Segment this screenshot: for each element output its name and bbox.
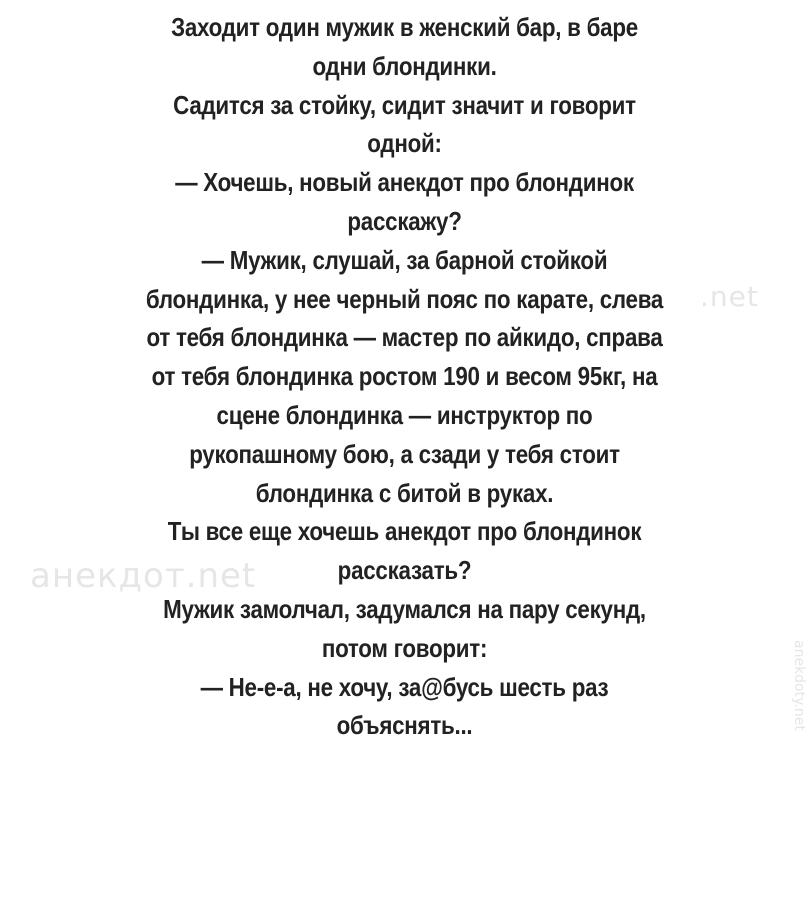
joke-line: Садится за стойку, сидит значит и говорит (173, 89, 636, 120)
joke-line: Мужик замолчал, задумался на пару секунд, (163, 593, 646, 624)
joke-line: рассказать? (337, 555, 472, 586)
watermark-side-url: anekdoty.net (791, 640, 807, 731)
joke-line: рукопашному бою, а сзади у тебя стоит (189, 438, 620, 469)
joke-line: сцене блондинка — инструктор по (216, 399, 593, 430)
watermark-site-logo: анекдот.net (30, 556, 257, 596)
joke-line: — Мужик, слушай, за барной стойкой (201, 244, 608, 275)
joke-line: одни блондинки. (312, 50, 497, 81)
joke-line: Заходит один мужик в женский бар, в баре (171, 12, 638, 42)
joke-line: объяснять... (336, 710, 473, 741)
joke-line: блондинка с битой в руках. (255, 477, 554, 508)
joke-line: блондинка, у нее черный пояс по карате, слева (145, 283, 664, 314)
joke-line: от тебя блондинка ростом 190 и весом 95кг, на (151, 361, 658, 392)
joke-line: от тебя блондинка — мастер по айкидо, справа (146, 322, 663, 353)
watermark-net: .net (700, 280, 759, 313)
joke-line: — Хочешь, новый анекдот про блондинок (175, 167, 634, 198)
joke-line: расскажу? (347, 205, 462, 236)
joke-line: одной: (367, 128, 442, 159)
joke-line: Ты все еще хочешь анекдот про блондинок (167, 516, 642, 547)
joke-line: потом говорит: (321, 632, 488, 663)
joke-line: — Не-е-а, не хочу, за@бусь шесть раз (200, 671, 609, 702)
